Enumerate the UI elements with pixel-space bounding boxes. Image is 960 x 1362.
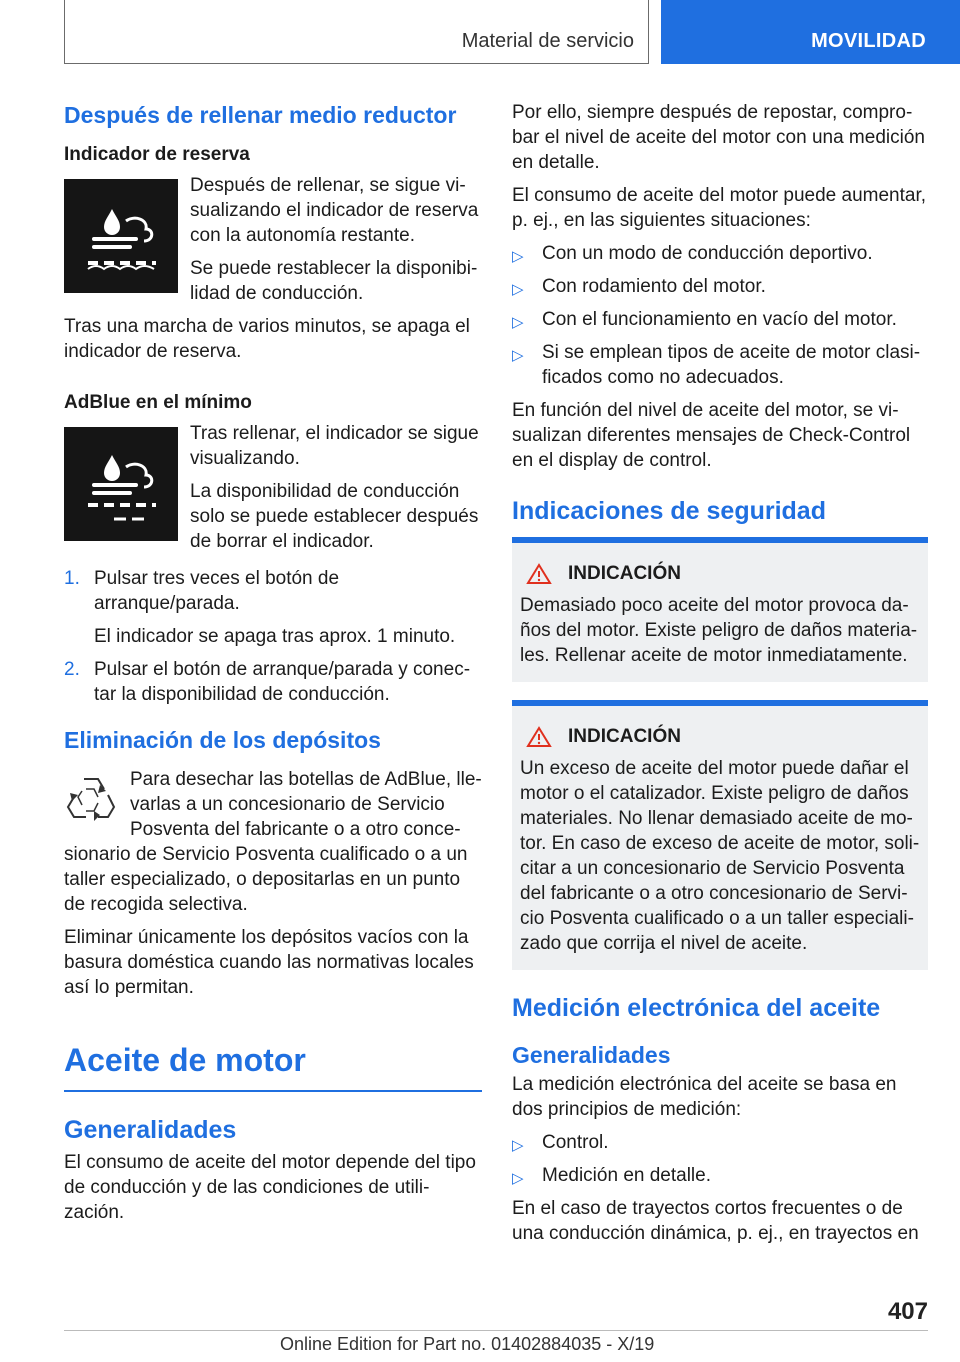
list-item: ▷ Con rodamiento del motor. <box>512 274 928 299</box>
list-item: ▷ Si se emplean tipos de aceite de motor clasificados como no adecuados. <box>512 342 921 388</box>
heading-general-2: Generalidades <box>512 1042 671 1068</box>
footer-edition: Online Edition for Part no. 01402884035 - X/19 <box>280 1334 655 1354</box>
header-title: Material de servicio <box>461 30 634 52</box>
right-text-4: La medición electrónica del aceite se basa en dos principios de medición: <box>512 1074 897 1120</box>
header-tab-label: MOVILIDAD <box>811 30 926 52</box>
step-number: 1. <box>64 568 80 589</box>
step-number: 2. <box>64 659 80 680</box>
notice-text: Un exceso de aceite del motor puede dañar el motor o el catalizador. Existe peligro de daños materiales. No llenar demasiado aceite de motor. En caso de exceso de aceite de motor, solicitar a un concesionario de Servicio Posventa del fabricante o a otro concesionario de Servicio Posventa cualificado o a un taller especializado que corrija el nivel de aceite. <box>520 758 920 954</box>
warning-triangle-icon <box>526 563 552 585</box>
step-text: Pulsar el botón de arranque/parada y conectar la disponibilidad de conducción. <box>94 659 471 705</box>
page-number: 407 <box>887 1298 928 1325</box>
heading-engine-oil: Aceite de motor <box>64 1040 482 1092</box>
notice-box-2 <box>512 700 928 970</box>
warning-triangle-icon <box>526 726 552 748</box>
adblue-minimum-icon <box>64 427 178 541</box>
bullet-triangle-icon: ▷ <box>512 281 524 298</box>
recycle-icon <box>64 771 118 825</box>
heading-general: Generalidades <box>64 1116 237 1144</box>
reserve-text-3: Tras una marcha de varios minutos, se apaga el indicador de reserva. <box>64 316 470 362</box>
header-tab-movilidad[interactable] <box>661 0 960 64</box>
right-text-1: Por ello, siempre después de repostar, comprobar el nivel de aceite del motor con una medición en detalle. <box>512 102 925 173</box>
adblue-reserve-icon <box>64 179 178 293</box>
heading-adblue-minimum: AdBlue en el mínimo <box>64 392 252 413</box>
step-text: Pulsar tres veces el botón de arranque/parada. <box>94 568 340 614</box>
list-item: ▷ Medición en detalle. <box>512 1163 928 1188</box>
right-column <box>512 100 928 1254</box>
list-item <box>64 657 482 707</box>
step-subtext: El indicador se apaga tras aprox. 1 minuto. <box>94 626 456 647</box>
general-text: El consumo de aceite del motor depende del tipo de conducción y de las condiciones de utilización. <box>64 1152 476 1223</box>
list-item: ▷ Con un modo de conducción deportivo. <box>512 241 928 266</box>
disposal-text-2: Eliminar únicamente los depósitos vacíos con la basura doméstica cuando las normativas locales así lo permitan. <box>64 927 474 998</box>
right-text-3: En función del nivel de aceite del motor, se visualizan diferentes mensajes de Check-Control en el display de control. <box>512 400 911 471</box>
footer-divider <box>64 1330 928 1331</box>
disposal-text-1: Para desechar las botellas de AdBlue, llevarlas a un concesionario de Servicio Posventa del fabricante o a otro concesionario de Servicio Posventa cualificado o a un taller especializado, o depositarlas en un punto de recogida selectiva. <box>64 769 482 915</box>
list-item <box>64 566 482 649</box>
header-box <box>64 0 649 64</box>
steps-list <box>64 566 482 707</box>
notice-label: INDICACIÓN <box>568 726 681 747</box>
bullet-triangle-icon: ▷ <box>512 314 524 331</box>
bullet-triangle-icon: ▷ <box>512 1137 524 1154</box>
reserve-text-1: Después de rellenar, se sigue visualizando el indicador de reserva con la autonomía restante. <box>190 175 479 246</box>
consumption-bullets <box>512 241 928 390</box>
heading-after-refill: Después de rellenar medio reductor <box>64 102 457 128</box>
left-column <box>64 100 482 1233</box>
minimum-text-2: La disponibilidad de conducción solo se puede establecer después de borrar el indicador. <box>190 481 479 552</box>
notice-label: INDICACIÓN <box>568 563 681 584</box>
heading-disposal: Eliminación de los depósitos <box>64 727 381 753</box>
reserve-text-2: Se puede restablecer la disponibilidad de conducción. <box>190 258 478 304</box>
notice-text: Demasiado poco aceite del motor provoca daños del motor. Existe peligro de daños materiales. Rellenar aceite de motor inmediatamente. <box>520 595 918 666</box>
list-item: ▷ Control. <box>512 1130 928 1155</box>
bullet-triangle-icon: ▷ <box>512 248 524 265</box>
heading-electronic-oil: Medición electrónica del aceite <box>512 994 881 1022</box>
bullet-triangle-icon: ▷ <box>512 347 524 364</box>
heading-reserve-indicator: Indicador de reserva <box>64 144 250 165</box>
bullet-triangle-icon: ▷ <box>512 1170 524 1187</box>
right-text-2: El consumo de aceite del motor puede aumentar, p. ej., en las siguientes situaciones: <box>512 185 927 231</box>
list-item: ▷ Con el funcionamiento en vacío del motor. <box>512 307 928 332</box>
right-text-5: En el caso de trayectos cortos frecuentes o de una conducción dinámica, p. ej., en trayectos en <box>512 1198 919 1244</box>
minimum-text-1: Tras rellenar, el indicador se sigue visualizando. <box>190 423 479 469</box>
heading-safety: Indicaciones de seguridad <box>512 497 826 525</box>
measurement-bullets <box>512 1130 928 1188</box>
notice-box-1 <box>512 537 928 682</box>
